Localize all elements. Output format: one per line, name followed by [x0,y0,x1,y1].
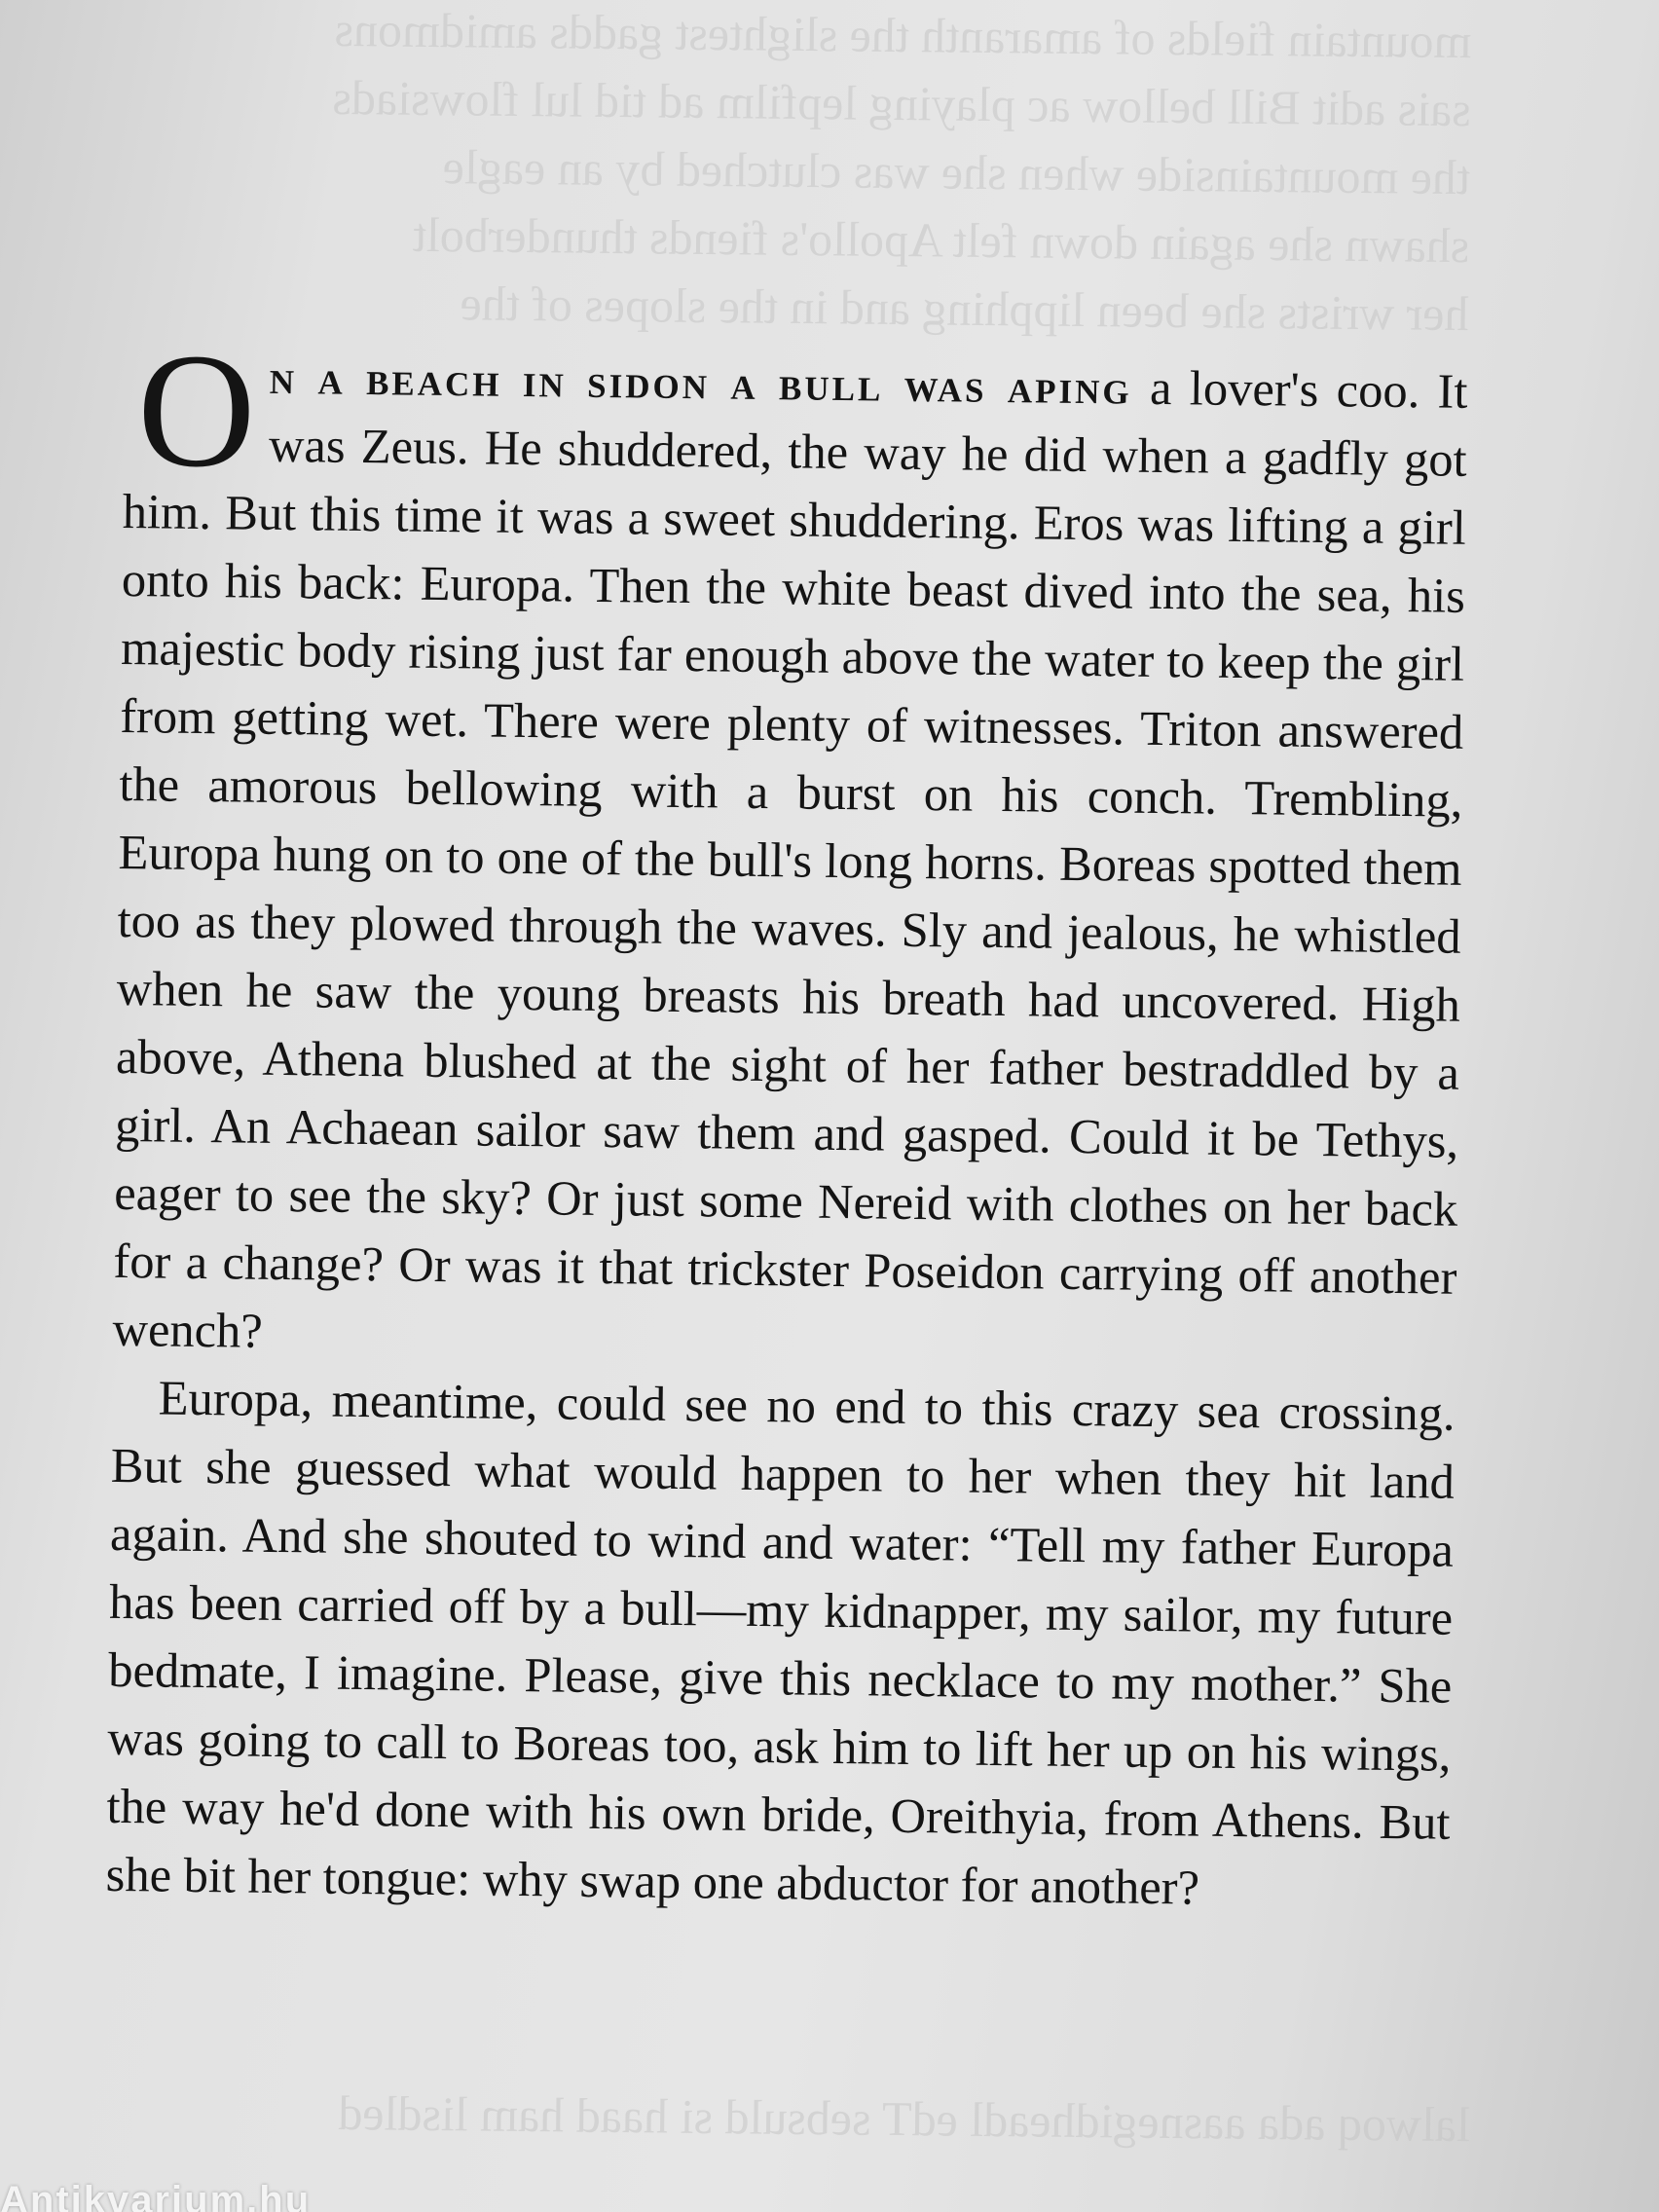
bleed-line: shawn she again down felt Apollo's fiends thunderbolt [412,206,1470,274]
bleed-line: lalwoq ada aasnegidheadl edT sebsuld si haad ham lisdled [338,2084,1471,2153]
watermark: Antikvarium.hu [0,2179,312,2212]
bleed-line: mountain fields of amaranth the slightest gadds amidmons [334,1,1472,69]
small-caps-lead-in: n a beach in sidon a bull was aping [269,349,1133,415]
drop-cap: O [135,319,257,502]
bleed-through-text-bottom [136,2077,1471,2158]
paragraph-1-text: a lover's coo. It was Zeus. He shuddered, the way he did when a gadfly got him. But this time it was a sweet shuddering. Eros was lifting a girl onto his back: Europa. Then the white beast dived into the sea, his majestic body rising just far enough above the water to keep the girl from getting wet. There were plenty of witnesses. Triton answered the amorous bellowing with a burst on his conch. Trembling, Europa hung on to one of the bull's long horns. Boreas spotted them too as they plowed through the waves. Sly and jealous, he whistled when he saw the young breasts his breath had uncovered. High above, Athena blushed at the sight of her father bestraddled by a girl. An Achaean sailor saw them and gasped. Could it be Tethys, eager to see the sky? Or just some Nereid with clothes on her back for a change? Or was it that trickster Poseidon carrying off another wench? [112,359,1468,1358]
bleed-line: her wrists she been lipphing and in the slopes of the [460,276,1469,342]
body-text [105,319,1468,1925]
bleed-line: sais adit Bill bellow ac playing lepfilm ad tid lul flowsiads [332,69,1471,137]
bleed-line: the mountainside when she was clutched by an eagle [442,139,1471,205]
paragraph-1 [112,319,1468,1380]
bleed-through-text-top [134,0,1472,348]
paragraph-2: Europa, meantime, could see no end to this crazy sea crossing. But she guessed what would happen to her when they hit land again. And she shouted to wind and water: “Tell my father Europa has been carried off by a bull—my kidnapper, my sailor, my future bedmate, I imagine. Please, give this necklace to my mother.” She was going to call to Boreas too, ask him to lift her up on his wings, the way he'd done with his own bride, Oreithyia, from Athens. But she bit her tongue: why swap one abductor for another? [105,1370,1456,1915]
